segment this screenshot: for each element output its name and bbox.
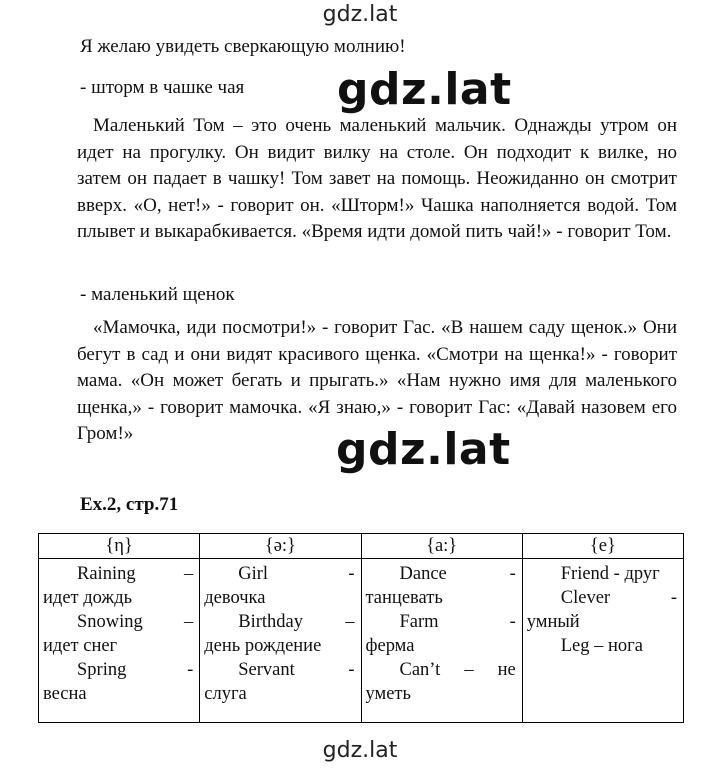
word: Clever	[560, 588, 611, 608]
table-cell	[361, 559, 522, 723]
watermark-big-1: gdz.lat	[337, 64, 512, 115]
dash: -	[348, 564, 355, 584]
dash: –	[184, 564, 194, 584]
table-header-row	[39, 534, 684, 559]
dash: -	[348, 660, 355, 680]
word: Dance	[399, 564, 447, 584]
table-cell	[200, 559, 361, 723]
word: Girl	[238, 564, 269, 584]
dash: -	[670, 588, 677, 608]
storm-title: - шторм в чашке чая	[80, 77, 245, 98]
translation: слуга	[204, 684, 247, 704]
word: Farm	[399, 612, 439, 632]
puppy-title: - маленький щенок	[80, 284, 235, 305]
word: Raining	[77, 564, 136, 584]
header-cell: {ə:}	[200, 534, 361, 559]
translation: идет снег	[43, 636, 118, 656]
translation: идет дождь	[43, 588, 133, 608]
word: Snowing	[77, 612, 143, 632]
translation: уметь	[365, 684, 411, 704]
translation: день рождение	[204, 636, 322, 656]
dash: -	[187, 660, 194, 680]
translation: девочка	[204, 588, 266, 608]
word: Friend - друг	[560, 564, 660, 584]
table-cell	[522, 559, 683, 723]
translation: танцевать	[365, 588, 443, 608]
watermark-big-2: gdz.lat	[336, 424, 511, 475]
table-cell	[39, 559, 200, 723]
wish-line: Я желаю увидеть сверкающую молнию!	[80, 36, 406, 57]
dash: –	[464, 660, 474, 680]
translation: весна	[43, 684, 87, 704]
header-cell: {a:}	[361, 534, 522, 559]
word: Can’t	[399, 660, 441, 680]
word: Servant	[238, 660, 295, 680]
tom-paragraph: Маленький Том – это очень маленький мальчик. Однажды утром он идет на прогулку. Он видит вилку на столе. Он подходит к вилке, но затем он падает в чашку! Том завет на помощь. Неожиданно он смотрит вверх. «О, нет!» - говорит он. «Шторм!» Чашка наполняется водой. Том плывет и выкарабкивается. «Время идти домой пить чай!» - говорит Том.	[77, 115, 677, 242]
word-extra: не	[497, 660, 516, 680]
dash: –	[184, 612, 194, 632]
watermark-bottom: gdz.lat	[322, 738, 398, 763]
translation: умный	[526, 612, 580, 632]
translation: ферма	[365, 636, 415, 656]
dash: -	[509, 564, 516, 584]
word: Spring	[77, 660, 127, 680]
vocabulary-table	[38, 533, 684, 723]
word: Leg – нога	[560, 636, 643, 656]
gus-paragraph: «Мамочка, иди посмотри!» - говорит Гас. «В нашем саду щенок.» Они бегут в сад и они видят красивого щенка. «Смотри на щенка!» - говорит мама. «Он может бегать и прыгать.» «Нам нужно имя для маленького щенка,» - говорит мамочка. «Я знаю,» - говорит Гас: «Давай назовем его Гром!»	[77, 317, 677, 444]
header-cell: {η}	[39, 534, 200, 559]
word: Birthday	[238, 612, 303, 632]
exercise-heading: Ex.2, стр.71	[80, 494, 179, 515]
dash: -	[509, 612, 516, 632]
watermark-top: gdz.lat	[322, 2, 398, 27]
dash: –	[345, 612, 355, 632]
header-cell: {e}	[522, 534, 683, 559]
table-row	[39, 559, 684, 723]
